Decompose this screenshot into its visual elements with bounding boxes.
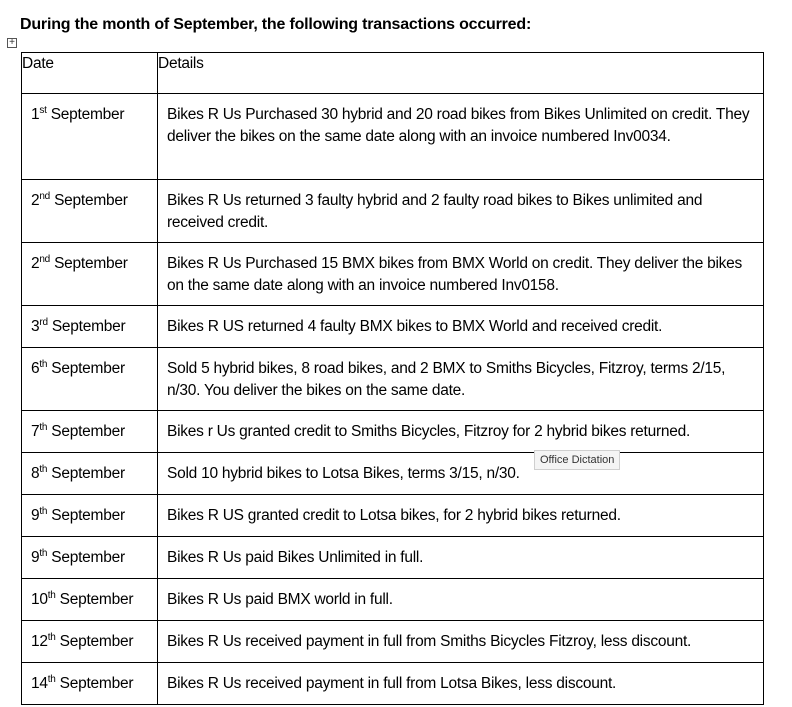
date-suffix: th [39, 506, 48, 517]
date-suffix: th [39, 422, 48, 433]
table-header-row [22, 53, 764, 94]
table-row [22, 579, 764, 621]
date-suffix: th [39, 359, 48, 370]
date-cell [22, 180, 158, 243]
table-row [22, 495, 764, 537]
date-month: September [59, 675, 134, 692]
date-suffix: nd [39, 191, 50, 202]
table-move-handle-icon[interactable]: + [7, 38, 17, 48]
date-cell [22, 621, 158, 663]
date-cell [22, 243, 158, 306]
date-cell [22, 411, 158, 453]
date-day: 12 [31, 633, 48, 650]
details-cell[interactable]: Bikes R US returned 4 faulty BMX bikes to BMX World and received credit. [158, 306, 764, 348]
office-dictation-tooltip: Office Dictation [534, 450, 620, 470]
date-month: September [51, 549, 125, 566]
details-cell[interactable]: Sold 10 hybrid bikes to Lotsa Bikes, terms 3/15, n/30. [158, 453, 764, 495]
date-cell [22, 579, 158, 621]
date-day: 9 [31, 549, 40, 566]
table-body [22, 94, 764, 705]
details-cell[interactable]: Bikes R Us Purchased 30 hybrid and 20 road bikes from Bikes Unlimited on credit. They deliver the bikes on the same date along with an invoice numbered Inv0034. [158, 94, 764, 180]
date-suffix: th [47, 632, 56, 643]
table-row [22, 306, 764, 348]
date-month: September [54, 192, 128, 209]
date-day: 7 [31, 423, 40, 440]
details-cell[interactable]: Bikes r Us granted credit to Smiths Bicycles, Fitzroy for 2 hybrid bikes returned. [158, 411, 764, 453]
date-day: 9 [31, 507, 40, 524]
page-heading: During the month of September, the following transactions occurred: [20, 16, 532, 33]
date-suffix: th [47, 590, 56, 601]
date-suffix: th [39, 464, 48, 475]
date-suffix: th [39, 548, 48, 559]
table-row [22, 537, 764, 579]
header-details: Details [158, 53, 764, 94]
date-month: September [59, 591, 134, 608]
date-day: 1 [31, 106, 40, 123]
header-date: Date [22, 53, 158, 94]
table-row [22, 663, 764, 705]
date-month: September [51, 507, 125, 524]
table-row [22, 453, 764, 495]
table-row [22, 180, 764, 243]
date-day: 8 [31, 465, 40, 482]
date-month: September [51, 360, 125, 377]
date-cell [22, 348, 158, 411]
date-day: 14 [31, 675, 48, 692]
table-row [22, 411, 764, 453]
date-month: September [50, 106, 125, 123]
details-cell[interactable]: Bikes R Us paid BMX world in full. [158, 579, 764, 621]
date-cell [22, 663, 158, 705]
date-cell [22, 495, 158, 537]
date-month: September [51, 465, 125, 482]
date-month: September [59, 633, 134, 650]
date-cell [22, 94, 158, 180]
date-day: 2 [31, 255, 40, 272]
table-row [22, 621, 764, 663]
date-day: 2 [31, 192, 40, 209]
table-row [22, 348, 764, 411]
details-cell[interactable]: Bikes R Us returned 3 faulty hybrid and 2 faulty road bikes to Bikes unlimited and received credit. [158, 180, 764, 243]
date-month: September [51, 318, 126, 335]
date-suffix: rd [39, 317, 48, 328]
date-cell [22, 453, 158, 495]
details-cell[interactable]: Bikes R Us paid Bikes Unlimited in full. [158, 537, 764, 579]
details-cell[interactable]: Bikes R Us received payment in full from Lotsa Bikes, less discount. [158, 663, 764, 705]
date-month: September [51, 423, 125, 440]
details-cell[interactable]: Bikes R US granted credit to Lotsa bikes, for 2 hybrid bikes returned. [158, 495, 764, 537]
details-cell[interactable]: Sold 5 hybrid bikes, 8 road bikes, and 2 BMX to Smiths Bicycles, Fitzroy, terms 2/15, n/30. You deliver the bikes on the same date. [158, 348, 764, 411]
date-cell [22, 306, 158, 348]
date-day: 3 [31, 318, 40, 335]
date-day: 10 [31, 591, 48, 608]
transactions-table [21, 52, 764, 705]
date-cell [22, 537, 158, 579]
date-month: September [54, 255, 128, 272]
table-row [22, 94, 764, 180]
date-day: 6 [31, 360, 40, 377]
details-cell[interactable]: Bikes R Us received payment in full from Smiths Bicycles Fitzroy, less discount. [158, 621, 764, 663]
date-suffix: th [47, 674, 56, 685]
table-row [22, 243, 764, 306]
details-cell[interactable]: Bikes R Us Purchased 15 BMX bikes from BMX World on credit. They deliver the bikes on the same date along with an invoice numbered Inv0158. [158, 243, 764, 306]
date-suffix: st [39, 105, 47, 116]
date-suffix: nd [39, 254, 50, 265]
